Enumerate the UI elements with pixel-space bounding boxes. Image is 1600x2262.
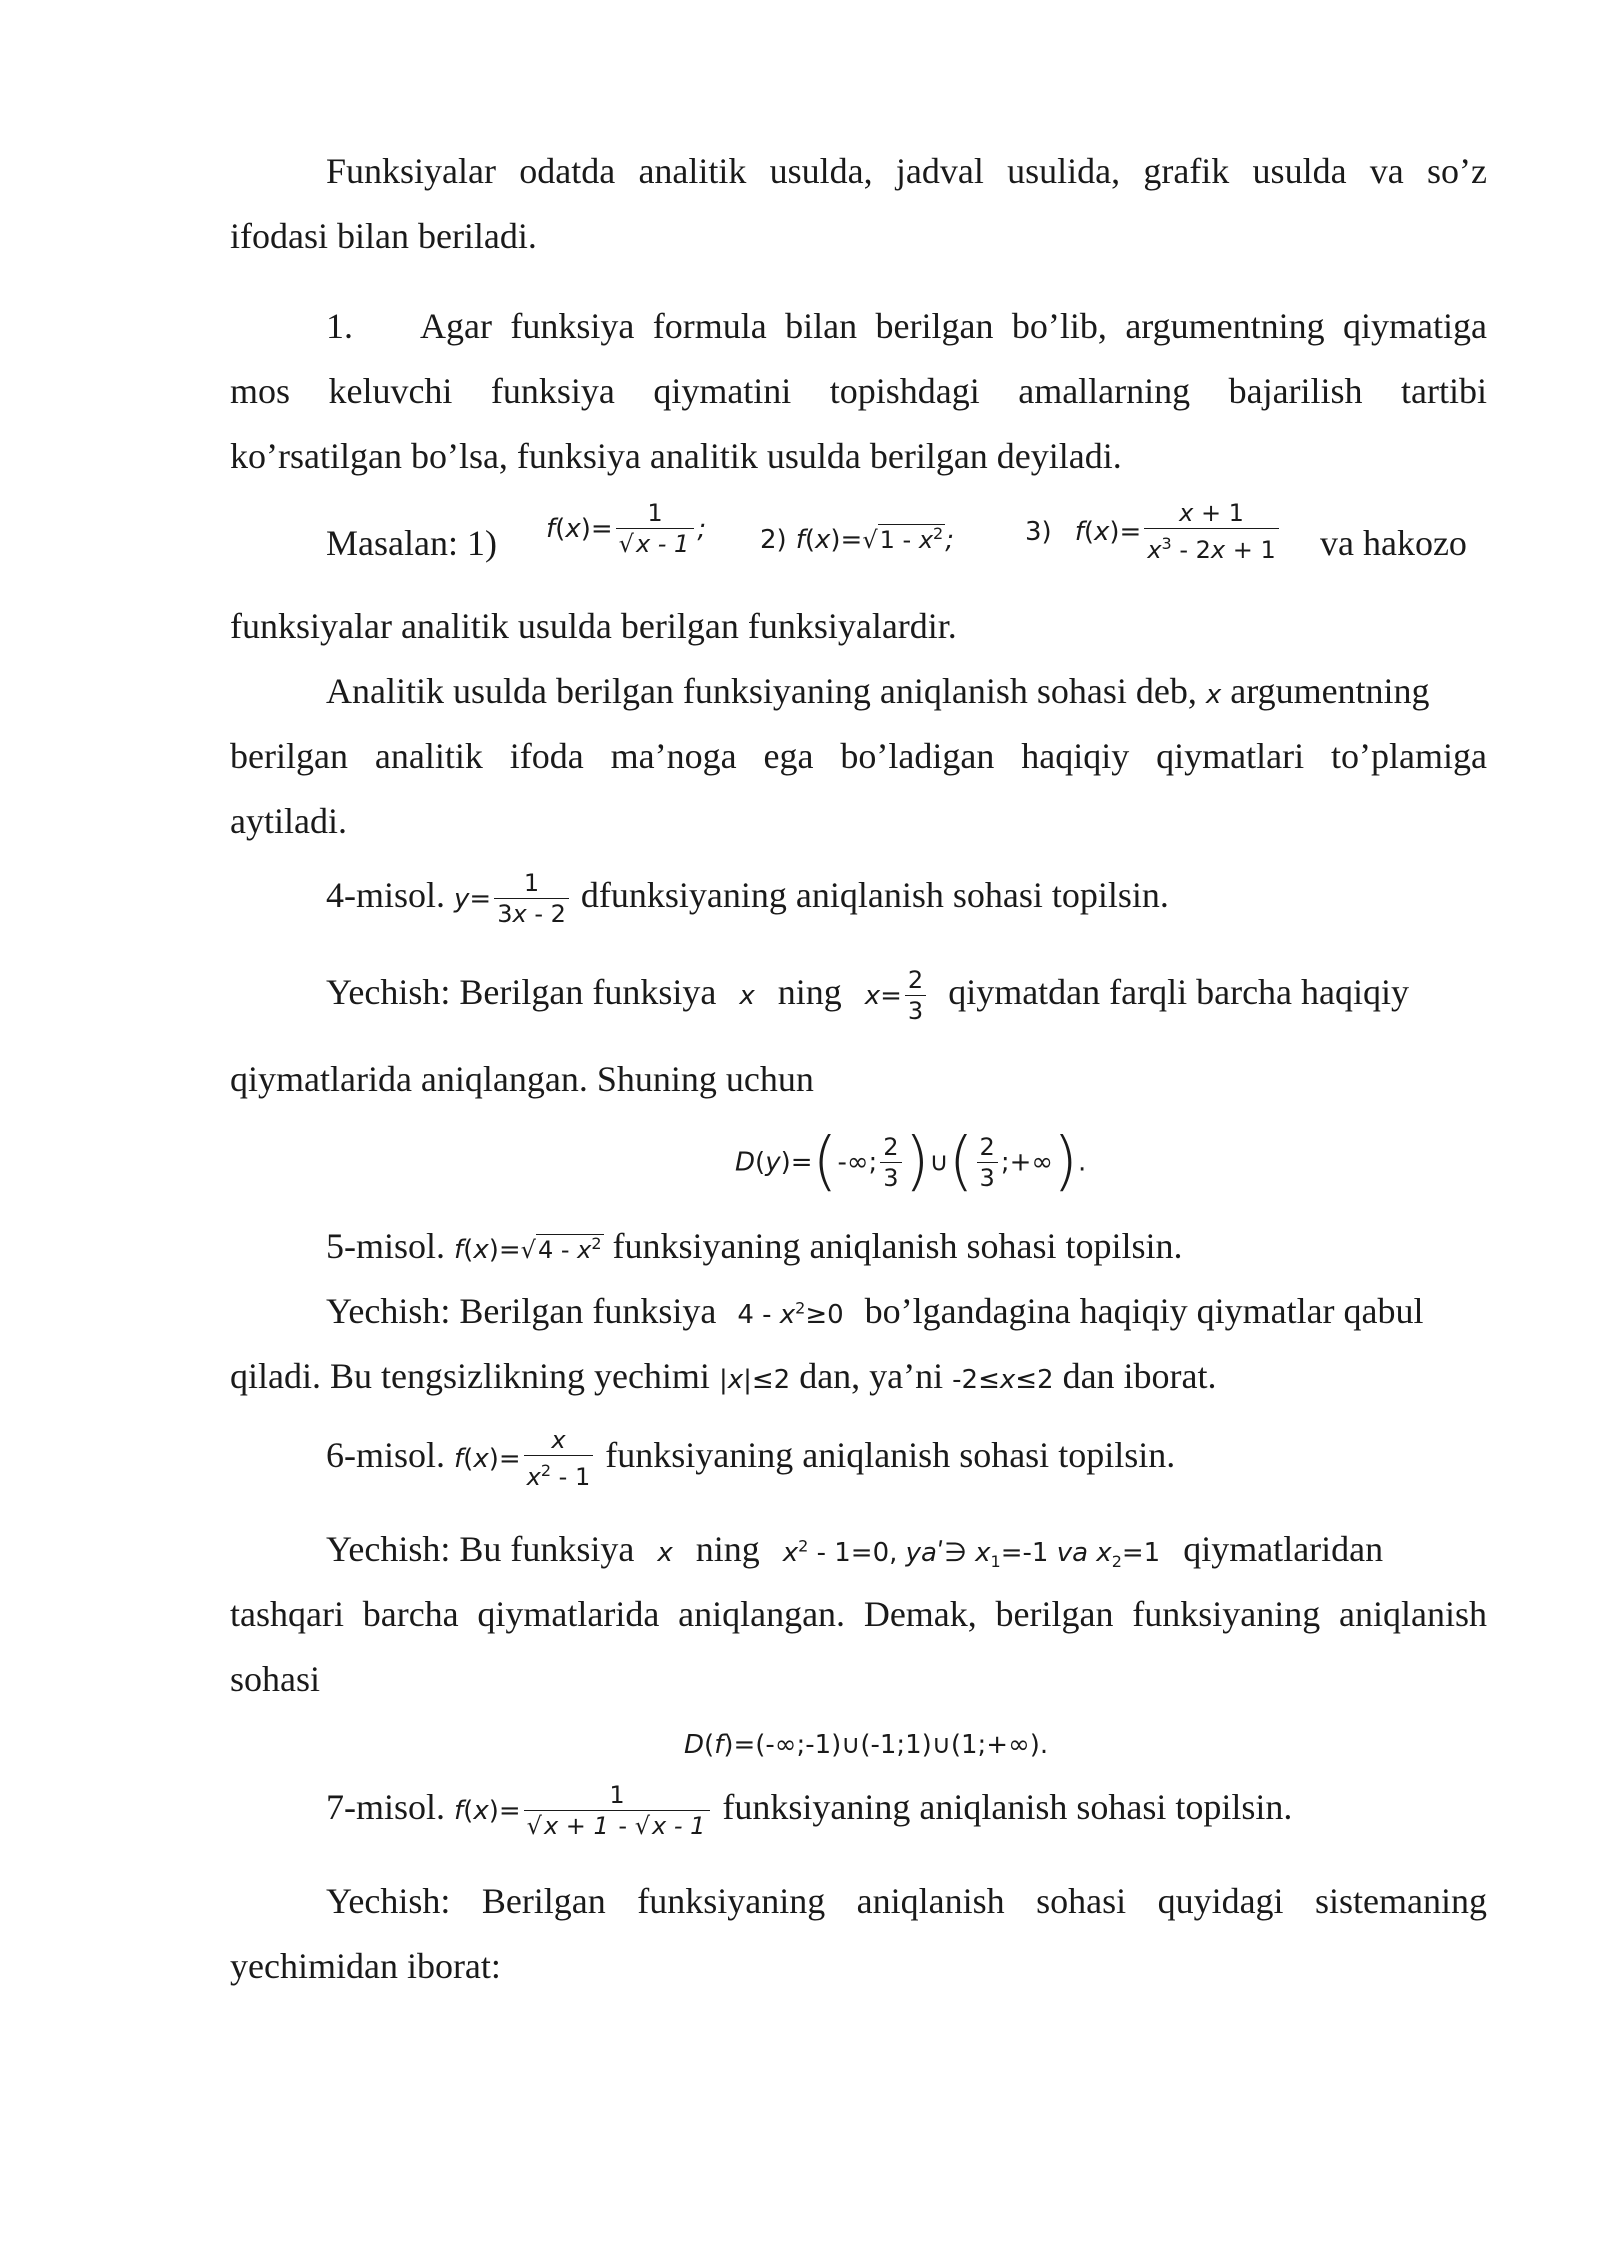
p2-line3: ko’rsatilgan bo’lsa, funksiya analitik usulda berilgan deyiladi.: [230, 436, 1122, 476]
p3-line2: berilgan analitik ifoda ma’noga ega bo’ladigan haqiqiy qiymatlari to’plamiga: [230, 736, 1487, 776]
ex5-solution-line2: qiladi. Bu tengsizlikning yechimi |x|≤2 dan, ya’ni -2≤x≤2 dan iborat.: [230, 1356, 1217, 1396]
ex6-line: 6-misol. f(x)= $\frac{x}{x^2 - 1}$ funksiyaning aniqlanish sohasi topilsin.: [326, 1426, 1176, 1491]
var-x: x: [1205, 680, 1222, 710]
ex7-solution-line1: Yechish: Berilgan funksiyaning aniqlanish sohasi quyidagi sistemaning: [326, 1881, 1487, 1921]
p1-line1: Funksiyalar odatda analitik usulda, jadval usulida, grafik usulda va so’z: [326, 151, 1487, 191]
ex6-solution-line1: Yechish: Bu funksiya x ning $x^2 - 1=0$, yaʹ∋ $x_1=-1$ va $x_2=1$ qiymatlaridan: [326, 1529, 1384, 1572]
examples-lead: Masalan: 1): [326, 523, 497, 563]
example-3-formula: 3) f(x)= $\frac{x + 1}{x^3 - 2x + 1}$: [1025, 498, 1282, 565]
ex5-line: 5-misol. $f(x)=√4 - x^2$ funksiyaning aniqlanish sohasi topilsin.: [326, 1226, 1183, 1266]
ex4-domain-formula: D(y)=(-∞; $\frac{2}{3}$ )∪( $\frac{2}{3}$ ;+∞).: [735, 1125, 1087, 1199]
example-2-formula: 2) $f(x)=√1 - x^2$;: [760, 524, 954, 555]
examples-after: funksiyalar analitik usulda berilgan funksiyalardir.: [230, 606, 957, 646]
p2-line1: Agar funksiya formula bilan berilgan bo’lib, argumentning qiymatiga: [420, 306, 1487, 346]
p2-number: 1.: [326, 306, 353, 346]
ex4-solution-line1: Yechish: Berilgan funksiya x ning x= $\frac{2}{3}$ qiymatdan farqli barcha haqiqiy: [326, 966, 1410, 1025]
ex6-domain-formula: D(f)=(-∞;-1)∪(-1;1)∪(1;+∞).: [684, 1730, 1049, 1760]
examples-tail: va hakozo: [1320, 523, 1467, 563]
p3-line1-a: Analitik usulda berilgan funksiyaning aniqlanish sohasi deb,: [326, 671, 1197, 711]
ex7-solution-line2: yechimidan iborat:: [230, 1946, 501, 1986]
p1-line2: ifodasi bilan beriladi.: [230, 216, 537, 256]
ex4-label: 4-misol.: [326, 874, 446, 915]
p3-line1: [326, 670, 1430, 712]
ex4-text: dfunksiyaning aniqlanish sohasi topilsin.: [580, 874, 1169, 915]
ex6-solution-line3: sohasi: [230, 1659, 320, 1699]
ex5-solution-line1: Yechish: Berilgan funksiya $4 - x^2\ge 0$ bo’lgandagina haqiqiy qiymatlar qabul: [326, 1291, 1424, 1331]
ex6-solution-line2: tashqari barcha qiymatlarida aniqlangan. Demak, berilgan funksiyaning aniqlanish: [230, 1594, 1487, 1634]
ex4-solution-line2: qiymatlarida aniqlangan. Shuning uchun: [230, 1059, 814, 1099]
p2-line2: mos keluvchi funksiya qiymatini topishdagi amallarning bajarilish tartibi: [230, 371, 1487, 411]
p3-line3: aytiladi.: [230, 801, 347, 841]
ex7-line: 7-misol. f(x)= $\frac{1}{√x + 1 - √x - 1}$ funksiyaning aniqlanish sohasi topilsin.: [326, 1781, 1293, 1840]
example-1-formula: f(x)= $\frac{1}{√x - 1}$ ;: [546, 499, 707, 558]
ex4-line: 4-misol. y= $\frac{1}{3x - 2}$ dfunksiyaning aniqlanish sohasi topilsin.: [326, 869, 1169, 928]
p3-line1-b: argumentning: [1230, 671, 1430, 711]
